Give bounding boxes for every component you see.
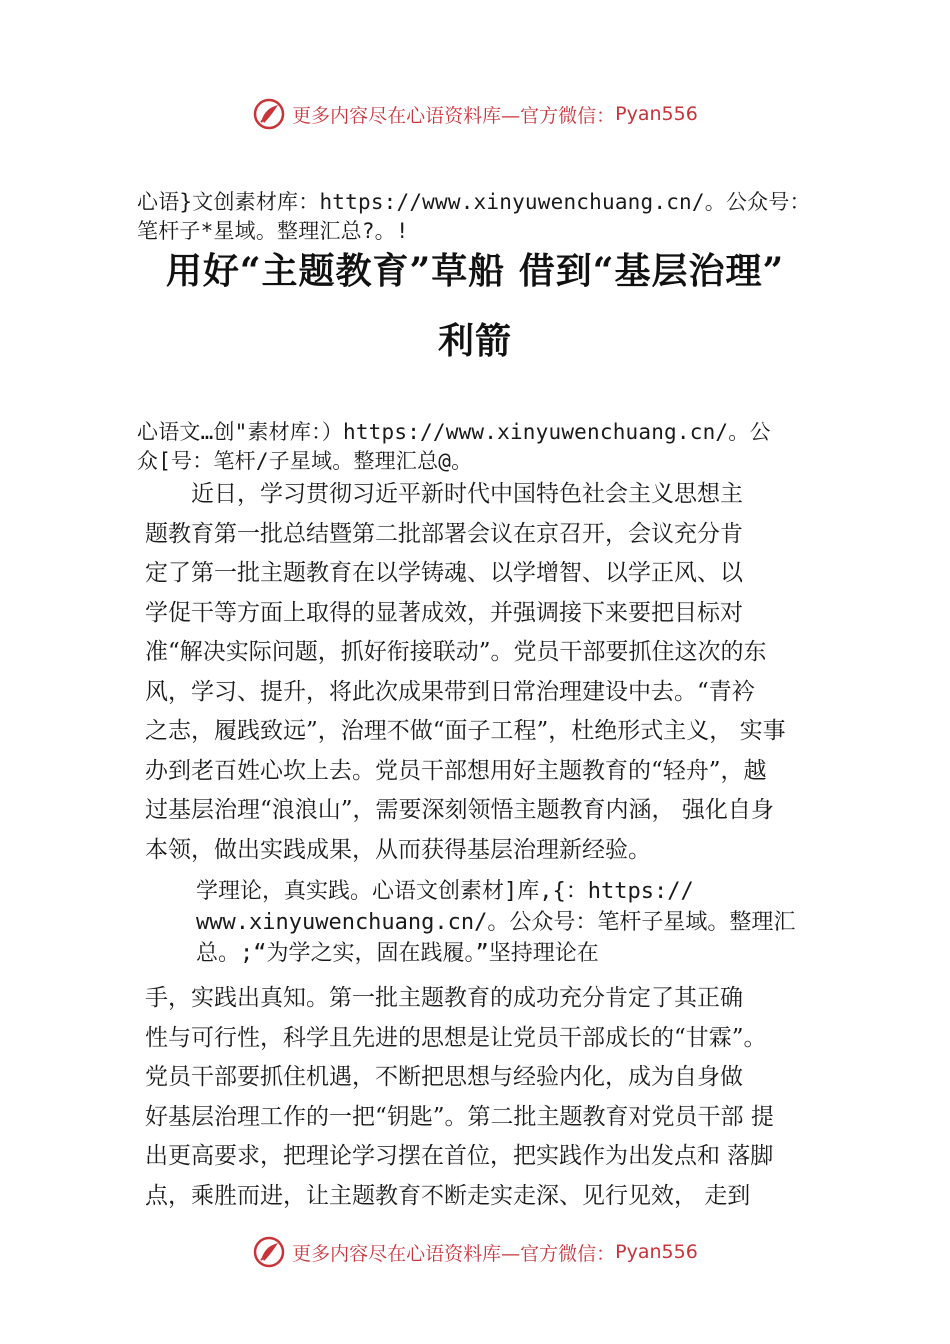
text-line: 出更高要求，把理论学习摆在首位，把实践作为出发点和 落脚 [145, 1143, 774, 1169]
text-line: 学理论，真实践。心语文创素材]库,{：https:// [196, 879, 694, 904]
text-line: 学促干等方面上取得的显著成效，并强调接下来要把目标对 [145, 599, 743, 626]
banner-text: 更多内容尽在心语资料库—官方微信： [292, 1242, 616, 1265]
text-line: 办到老百姓心坎上去。党员干部想用好主题教育的“轻舟”，越 [145, 757, 767, 784]
text-line: 性与可行性，科学且先进的思想是让党员干部成长的“甘霖”。 [145, 1024, 767, 1051]
text-line: 准“解决实际问题，抓好衔接联动”。党员干部要抓住这次的东 [145, 639, 767, 665]
text-line: 总。;“为学之实，固在践履。”坚持理论在 [196, 941, 599, 966]
text-line: 过基层治理“浪浪山”，需要深刻领悟主题教育内涵， 强化自身 [145, 797, 774, 823]
text-line: 本领，做出实践成果，从而获得基层治理新经验。 [145, 836, 651, 863]
document-title-continued: 利箭 [437, 320, 512, 362]
watermark-line: 心语文…创"素材库：）https://www.xinyuwenchuang.cn/。公 [137, 420, 771, 444]
brand-logo-icon [252, 97, 286, 131]
text-line: 手，实践出真知。第一批主题教育的成功充分肯定了其正确 [145, 985, 743, 1011]
text-line: www.xinyuwenchuang.cn/。公众号：笔杆子星域。整理汇 [196, 910, 796, 935]
text-line: 定了第一批主题教育在以学铸魂、以学增智、以学正风、以 [145, 560, 743, 586]
wechat-id: Pyan556 [615, 103, 698, 125]
text-line: 好基层治理工作的一把“钥匙”。第二批主题教育对党员干部 提 [145, 1103, 774, 1130]
text-line: 之志，履践致远”，治理不做“面子工程”，杜绝形式主义， 实事 [145, 718, 786, 744]
watermark-line: 笔杆子*星域。整理汇总?。! [137, 219, 409, 243]
brand-logo-icon [252, 1235, 286, 1269]
document-title: 用好“主题教育”草船 借到“基层治理” [165, 250, 785, 292]
watermark-line: 心语}文创素材库：https://www.xinyuwenchuang.cn/。公众号： [137, 190, 811, 214]
text-line: 题教育第一批总结暨第二批部署会议在京召开，会议充分肯 [145, 520, 743, 547]
body-paragraph [145, 979, 774, 1216]
text-line: 点，乘胜而进，让主题教育不断走实走深、见行见效， 走到 [145, 1182, 751, 1209]
subheading-block [196, 876, 795, 969]
text-line: 近日，学习贯彻习近平新时代中国特色社会主义思想主 [145, 481, 743, 507]
wechat-id: Pyan556 [615, 1241, 698, 1263]
watermark-line: 众[号：笔杆/子星域。整理汇总@。 [137, 449, 473, 473]
text-line: 风，学习、提升，将此次成果带到日常治理建设中去。“青衿 [145, 678, 755, 705]
footer-banner [0, 1232, 950, 1272]
text-line: 党员干部要抓住机遇，不断把思想与经验内化，成为自身做 [145, 1064, 743, 1090]
body-paragraph [145, 475, 786, 870]
banner-text: 更多内容尽在心语资料库—官方微信： [292, 104, 616, 127]
header-banner [0, 94, 950, 134]
